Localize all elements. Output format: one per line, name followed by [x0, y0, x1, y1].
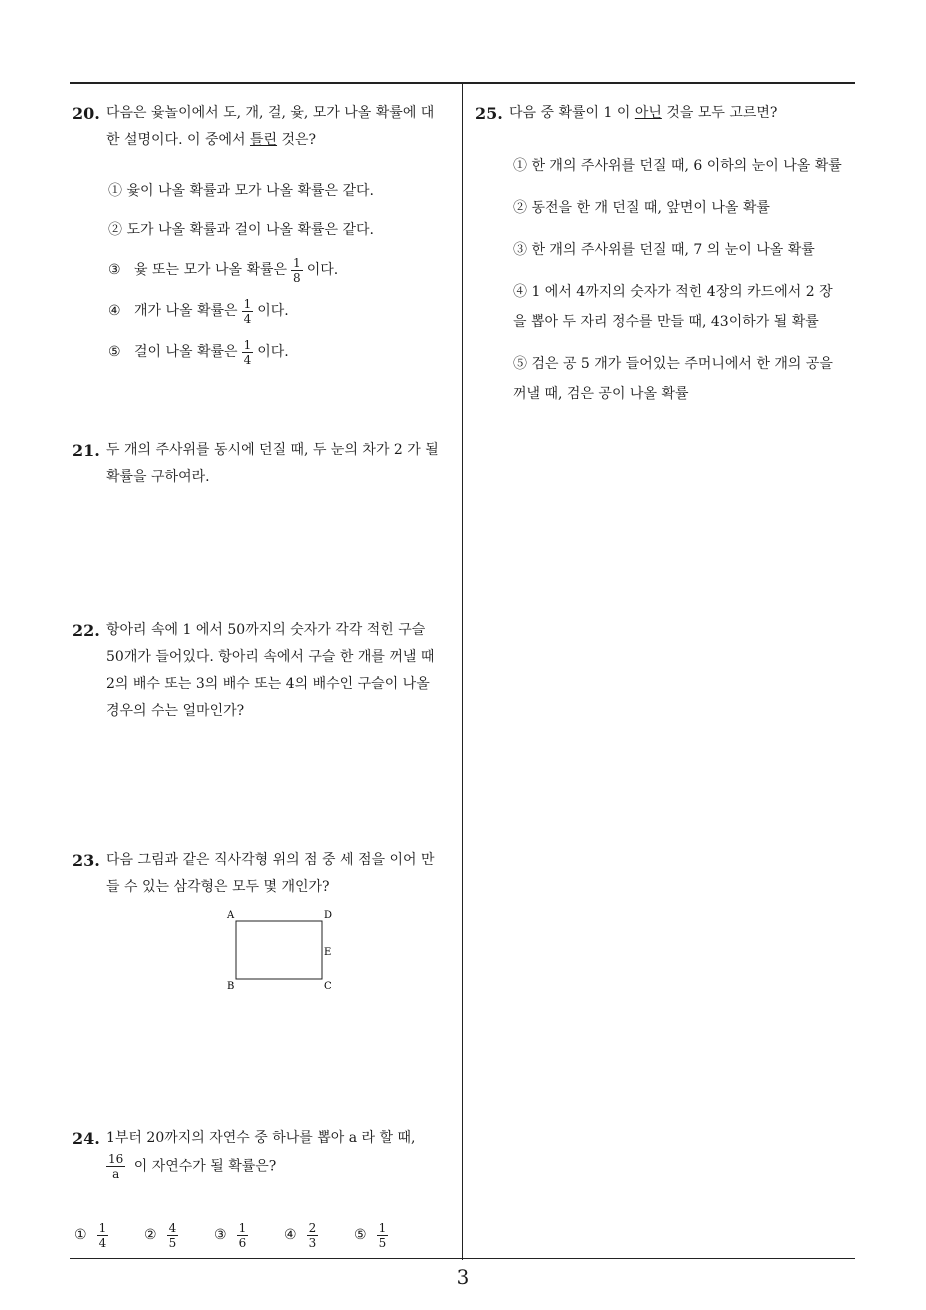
- choice-3[interactable]: ③ $\frac{1}{6}$: [214, 1221, 247, 1250]
- choice-1[interactable]: ① 윷이 나올 확률과 모가 나올 확률은 같다.: [108, 183, 374, 199]
- question-24: [72, 1125, 442, 1250]
- choice-5[interactable]: ⑤ 검은 공 5 개가 들어있는 주머니에서 한 개의 공을 꺼낼 때, 검은 공이 나올 확률: [513, 356, 833, 402]
- fraction: $\frac{4}{5}$: [168, 1221, 177, 1250]
- page-number: 3: [456, 1265, 470, 1289]
- question-22: [72, 617, 442, 725]
- fraction: $\frac{2}{3}$: [308, 1221, 317, 1250]
- fraction: $\frac{1}{4}$: [98, 1221, 107, 1250]
- question-number: 23.: [72, 851, 100, 870]
- question-number: 25.: [475, 104, 503, 123]
- fraction: $\frac{1}{4}$: [243, 297, 252, 326]
- question-21: [72, 437, 442, 491]
- fraction: $\frac{16}{a}$: [108, 1152, 124, 1181]
- question-number: 20.: [72, 104, 100, 123]
- choice-3[interactable]: ③ 한 개의 주사위를 던질 때, 7 의 눈이 나올 확률: [513, 242, 815, 258]
- choice-2[interactable]: ② 도가 나올 확률과 걸이 나올 확률은 같다.: [108, 222, 374, 238]
- label-b: B: [227, 981, 235, 992]
- choice-4[interactable]: ④ 개가 나올 확률은 $\frac{1}{4}$ 이다.: [108, 297, 289, 326]
- question-number: 21.: [72, 441, 100, 460]
- question-text: 다음 그림과 같은 직사각형 위의 점 중 세 점을 이어 만들 수 있는 삼각형은 모두 몇 개인가?: [106, 852, 435, 895]
- label-d: D: [324, 910, 333, 921]
- question-text: 다음 중 확률이 1 이 아닌 것을 모두 고르면?: [509, 105, 778, 121]
- question-25: [475, 100, 845, 421]
- fraction: $\frac{1}{4}$: [243, 338, 252, 367]
- fraction: $\frac{1}{6}$: [238, 1221, 247, 1250]
- choice-5[interactable]: ⑤ $\frac{1}{5}$: [354, 1221, 387, 1250]
- column-divider: [462, 83, 463, 1260]
- fraction: $\frac{1}{5}$: [378, 1221, 387, 1250]
- question-23: [72, 847, 442, 901]
- question-text: 다음은 윷놀이에서 도, 개, 걸, 윷, 모가 나올 확률에 대한 설명이다. 이 중에서 틀린 것은?: [106, 105, 435, 148]
- choice-4[interactable]: ④ $\frac{2}{3}$: [284, 1221, 317, 1250]
- choice-1[interactable]: ① 한 개의 주사위를 던질 때, 6 이하의 눈이 나올 확률: [513, 158, 842, 174]
- choice-2[interactable]: ② $\frac{4}{5}$: [144, 1221, 177, 1250]
- choice-1[interactable]: ① $\frac{1}{4}$: [74, 1221, 107, 1250]
- bottom-rule: [70, 1258, 855, 1259]
- choice-5[interactable]: ⑤ 걸이 나올 확률은 $\frac{1}{4}$ 이다.: [108, 338, 289, 367]
- fraction: $\frac{1}{8}$: [293, 256, 301, 285]
- label-e: E: [324, 947, 332, 958]
- choice-list: [74, 1221, 442, 1250]
- choice-4[interactable]: ④ 1 에서 4까지의 숫자가 적힌 4장의 카드에서 2 장을 뽑아 두 자리 정수를 만들 때, 43이하가 될 확률: [513, 284, 833, 330]
- question-20: [72, 100, 442, 379]
- question-text: 항아리 속에 1 에서 50까지의 숫자가 각각 적힌 구슬 50개가 들어있다. 항아리 속에서 구슬 한 개를 꺼낼 때 2의 배수 또는 3의 배수 또는 4의 배수인 구슬이 나올 경우의 수는 얼마인가?: [106, 622, 435, 719]
- label-c: C: [324, 981, 332, 992]
- rectangle-figure: [220, 905, 350, 995]
- underlined-word: 틀린: [249, 132, 278, 148]
- question-number: 24.: [72, 1129, 100, 1148]
- choice-2[interactable]: ② 동전을 한 개 던질 때, 앞면이 나올 확률: [513, 200, 770, 216]
- question-number: 22.: [72, 621, 100, 640]
- underlined-word: 아닌: [634, 105, 662, 121]
- question-text: 1부터 20까지의 자연수 중 하나를 뽑아 a 라 할 때, $\frac{16}{a}$ 이 자연수가 될 확률은?: [106, 1130, 416, 1181]
- label-a: A: [227, 910, 235, 921]
- question-text: 두 개의 주사위를 동시에 던질 때, 두 눈의 차가 2 가 될 확률을 구하여라.: [106, 442, 439, 485]
- choice-3[interactable]: ③ 윷 또는 모가 나올 확률은 $\frac{1}{8}$ 이다.: [108, 256, 339, 285]
